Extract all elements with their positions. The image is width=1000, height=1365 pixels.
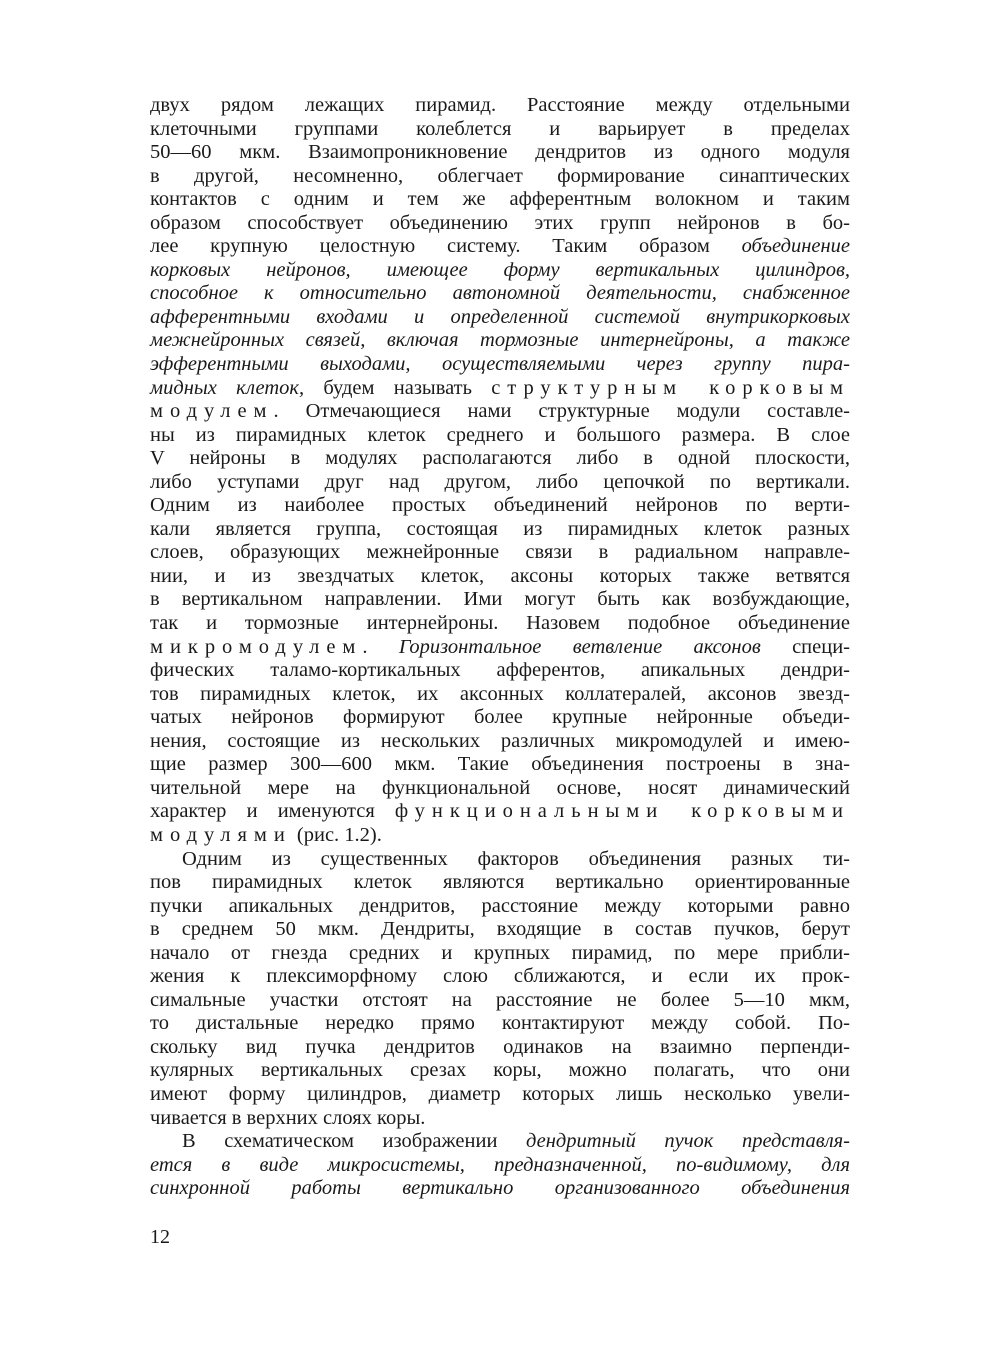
text-line — [150, 471, 850, 495]
text-run: межнейронных связей, включая тормозные интернейроны, а также — [150, 329, 850, 352]
text-run: скольку вид пучка дендритов одинаков на взаимно перпенди- — [150, 1035, 850, 1058]
text-line — [150, 824, 850, 848]
text-line — [150, 212, 850, 236]
paragraph — [150, 94, 850, 848]
text-line — [150, 683, 850, 707]
text-run: модулями — [150, 823, 292, 846]
paragraph — [150, 1130, 850, 1201]
text-run: структурным корковым — [491, 376, 851, 399]
text-line — [150, 518, 850, 542]
text-line — [150, 165, 850, 189]
text-line — [150, 706, 850, 730]
text-line — [150, 1083, 850, 1107]
text-line — [150, 565, 850, 589]
text-line — [150, 494, 850, 518]
text-run: 50—60 мкм. Взаимопроникновение дендритов из одного модуля — [150, 141, 850, 164]
text-run: В схематическом изображении — [182, 1130, 526, 1153]
text-run: афферентными входами и определенной системой внутрикорковых — [150, 305, 850, 328]
text-run: чивается в верхних слоях коры. — [150, 1106, 426, 1129]
text-run: дендритный пучок представля- — [526, 1130, 851, 1153]
text-run: пучки апикальных дендритов, расстояние между которыми равно — [150, 894, 850, 917]
text-run: Одним из существенных факторов объединения разных ти- — [182, 847, 850, 870]
text-line — [150, 965, 850, 989]
text-run: клеточными группами колеблется и варьирует в пределах — [150, 117, 850, 140]
page-body — [150, 94, 850, 1201]
text-run: нии, и из звездчатых клеток, аксоны которых также ветвятся — [150, 564, 850, 587]
text-run: имеют форму цилиндров, диаметр которых лишь несколько увели- — [150, 1082, 850, 1105]
text-line — [150, 1154, 850, 1178]
text-run: объединение — [741, 235, 850, 258]
text-run: способное к относительно автономной деятельности, снабженное — [150, 282, 850, 305]
text-line — [150, 282, 850, 306]
text-line — [150, 541, 850, 565]
text-run: ется в виде микросистемы, предназначенной, по-видимому, для — [150, 1153, 850, 1176]
text-line — [150, 400, 850, 424]
text-line — [150, 848, 850, 872]
text-run: начало от гнезда средних и крупных пирамид, по мере прибли- — [150, 941, 850, 964]
text-run: либо уступами друг над другом, либо цепочкой по вертикали. — [150, 470, 850, 493]
text-run: . — [362, 635, 399, 658]
text-line — [150, 377, 850, 401]
text-run: специ- — [760, 635, 850, 658]
text-line — [150, 118, 850, 142]
page-number: 12 — [150, 1226, 170, 1248]
text-run: чительной мере на функциональной основе, носят динамический — [150, 776, 850, 799]
text-line — [150, 636, 850, 660]
text-run: модулем — [150, 400, 274, 423]
text-run: V нейроны в модулях располагаются либо в одной плоскости, — [150, 447, 850, 470]
text-line — [150, 918, 850, 942]
text-line — [150, 659, 850, 683]
paragraph — [150, 848, 850, 1131]
text-line — [150, 942, 850, 966]
text-run: лее крупную целостную систему. Таким образом — [150, 235, 742, 258]
text-run: контактов с одним и тем же афферентным волокном и таким — [150, 188, 850, 211]
text-run: характер и именуются — [150, 800, 395, 823]
text-line — [150, 306, 850, 330]
text-line — [150, 329, 850, 353]
text-run: образом способствует объединению этих групп нейронов в бо- — [150, 211, 850, 234]
text-line — [150, 259, 850, 283]
text-run: то дистальные нередко прямо контактируют между собой. По- — [150, 1012, 850, 1035]
text-run: мидных клеток, — [150, 376, 305, 399]
text-run: так и тормозные интернейроны. Назовем подобное объединение — [150, 612, 850, 635]
text-line — [150, 588, 850, 612]
text-line — [150, 235, 850, 259]
text-line — [150, 188, 850, 212]
text-line — [150, 1130, 850, 1154]
text-line — [150, 1036, 850, 1060]
text-line — [150, 612, 850, 636]
text-run: Горизонтальное ветвление аксонов — [398, 635, 761, 658]
text-run: корковых нейронов, имеющее форму вертикальных цилиндров, — [150, 258, 850, 281]
text-line — [150, 895, 850, 919]
text-line — [150, 871, 850, 895]
text-run: в среднем 50 мкм. Дендриты, входящие в состав пучков, берут — [150, 918, 850, 941]
text-line — [150, 1177, 850, 1201]
text-run: . Отмечающиеся нами структурные модули составле- — [273, 400, 850, 423]
text-run: синхронной работы вертикально организованного объединения — [150, 1177, 850, 1200]
text-run: (рис. 1.2). — [291, 823, 382, 846]
text-run: кали является группа, состоящая из пирамидных клеток разных — [150, 517, 850, 540]
text-run: в другой, несомненно, облегчает формирование синаптических — [150, 164, 850, 187]
text-line — [150, 353, 850, 377]
text-run: кулярных вертикальных срезах коры, можно полагать, что они — [150, 1059, 850, 1082]
text-run: функциональными корковыми — [394, 800, 850, 823]
text-run: в вертикальном направлении. Ими могут быть как возбуждающие, — [150, 588, 850, 611]
text-run: чатых нейронов формируют более крупные нейронные объеди- — [150, 706, 850, 729]
text-line — [150, 753, 850, 777]
text-line — [150, 777, 850, 801]
text-line — [150, 1012, 850, 1036]
text-run: ны из пирамидных клеток среднего и большого размера. В слое — [150, 423, 850, 446]
text-run: симальные участки отстоят на расстояние не более 5—10 мкм, — [150, 988, 850, 1011]
text-run: будем называть — [304, 376, 492, 399]
text-line — [150, 141, 850, 165]
text-run: тов пирамидных клеток, их аксонных коллатералей, аксонов звезд- — [150, 682, 850, 705]
text-run: слоев, образующих межнейронные связи в радиальном направле- — [150, 541, 850, 564]
text-run: жения к плексиморфному слою сближаются, и если их прок- — [150, 965, 850, 988]
text-line — [150, 424, 850, 448]
text-run: пов пирамидных клеток являются вертикально ориентированные — [150, 871, 850, 894]
text-line — [150, 1107, 850, 1131]
text-run: фических таламо-кортикальных афферентов, апикальных дендри- — [150, 659, 850, 682]
text-run: нения, состоящие из нескольких различных микромодулей и имею- — [150, 729, 850, 752]
text-run: щие размер 300—600 мкм. Такие объединения построены в зна- — [150, 753, 850, 776]
text-line — [150, 989, 850, 1013]
text-line — [150, 730, 850, 754]
text-line — [150, 447, 850, 471]
text-line — [150, 94, 850, 118]
text-run: Одним из наиболее простых объединений нейронов по верти- — [150, 494, 850, 517]
text-run: двух рядом лежащих пирамид. Расстояние между отдельными — [150, 94, 850, 116]
text-line — [150, 1059, 850, 1083]
text-line — [150, 800, 850, 824]
text-run: микромодулем — [150, 635, 363, 658]
text-run: эфферентными выходами, осуществляемыми через группу пира- — [150, 353, 850, 376]
